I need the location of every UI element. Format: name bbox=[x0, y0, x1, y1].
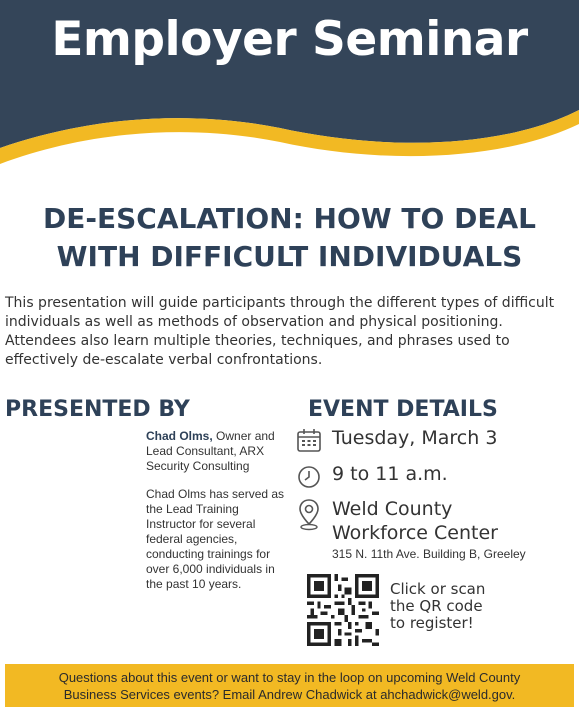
qr-text-line-3: to register! bbox=[390, 614, 474, 632]
calendar-icon bbox=[296, 427, 322, 457]
event-date: Tuesday, March 3 bbox=[332, 427, 498, 449]
event-location bbox=[332, 497, 498, 545]
location-line-2: Workforce Center bbox=[332, 522, 498, 544]
presenter-block bbox=[146, 429, 286, 592]
intro-paragraph: This presentation will guide participants through the different types of difficult individuals as well as methods of observation and physical positioning. Attendees also learn multiple theories, techniques, and phrases used to effectively de-escalate verbal confrontations. bbox=[5, 295, 555, 368]
footer-line-2: Business Services events? Email Andrew Chadwick at ahchadwick@weld.gov. bbox=[63, 687, 516, 702]
qr-text-line-2: the QR code bbox=[390, 597, 483, 615]
seminar-headline bbox=[0, 200, 579, 276]
qr-text-line-1: Click or scan bbox=[390, 580, 486, 598]
presenter-intro bbox=[146, 429, 286, 474]
qr-code-icon[interactable] bbox=[307, 574, 379, 650]
event-time: 9 to 11 a.m. bbox=[332, 463, 448, 485]
event-address: 315 N. 11th Ave. Building B, Greeley bbox=[332, 547, 526, 561]
register-instructions bbox=[390, 581, 540, 632]
location-line-1: Weld County bbox=[332, 498, 453, 520]
event-details-heading: EVENT DETAILS bbox=[308, 397, 498, 422]
contact-footer bbox=[5, 664, 574, 707]
presenter-role: Owner and Lead Consultant, ARX Security Consulting bbox=[146, 429, 275, 473]
footer-line-1: Questions about this event or want to stay in the loop on upcoming Weld County bbox=[58, 670, 521, 685]
presenter-bio: Chad Olms has served as the Lead Training Instructor for several federal agencies, conducting trainings for over 6,000 individuals in the past 10 years. bbox=[146, 487, 285, 591]
presenter-name: Chad Olms, bbox=[146, 429, 213, 443]
header-banner bbox=[0, 0, 579, 175]
presented-by-heading: PRESENTED BY bbox=[5, 397, 190, 422]
page-title: Employer Seminar bbox=[51, 12, 528, 67]
headline-line-2: WITH DIFFICULT INDIVIDUALS bbox=[56, 240, 523, 273]
clock-icon bbox=[296, 463, 322, 493]
location-pin-icon bbox=[296, 497, 322, 535]
headline-line-1: DE-ESCALATION: HOW TO DEAL bbox=[43, 202, 536, 235]
